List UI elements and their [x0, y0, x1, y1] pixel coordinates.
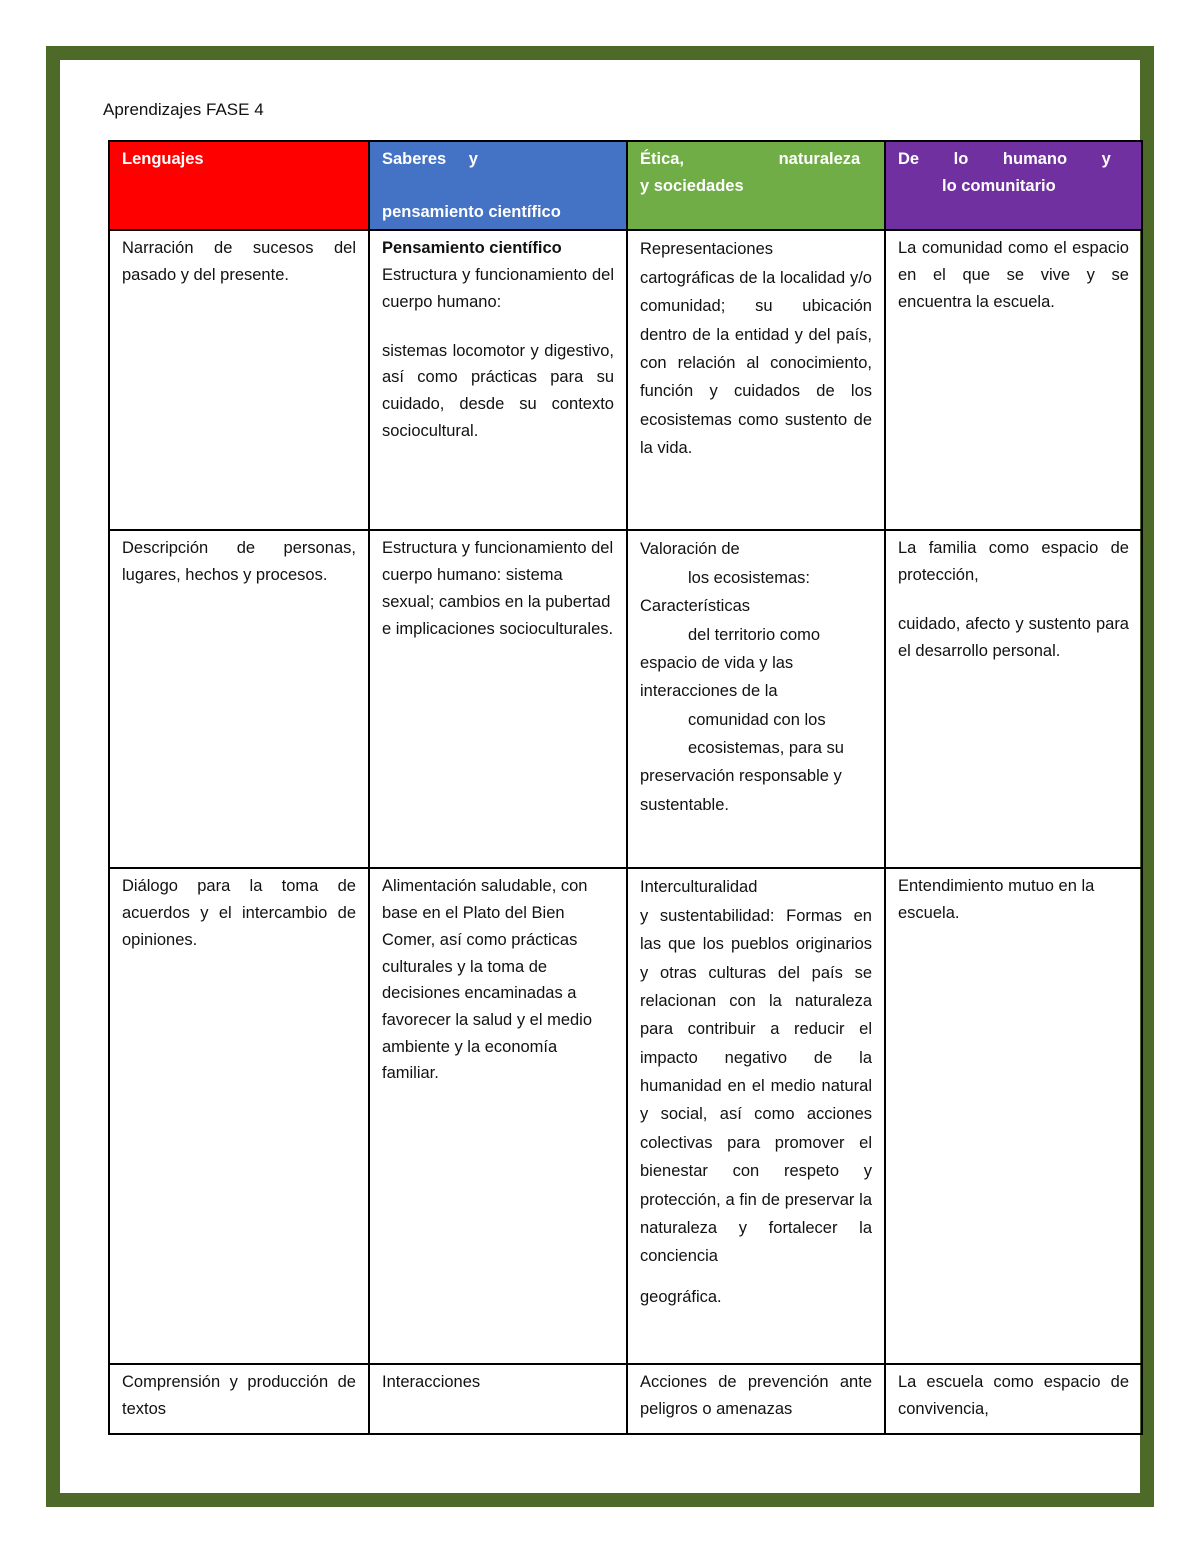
cell-saberes: Estructura y funcionamiento del cuerpo humano: sistema sexual; cambios en la pubertad e implicaciones socioculturales.: [369, 530, 627, 868]
cell-humano: La escuela como espacio de convivencia,: [885, 1364, 1142, 1434]
table-header-row: [109, 141, 1142, 230]
cell-saberes: [369, 230, 627, 530]
header-etica-line2: y sociedades: [640, 176, 744, 195]
cell-saberes-text2: sistemas locomotor y digestivo, así como prácticas para su cuidado, desde su contexto sociocultural.: [382, 341, 614, 440]
cell-etica-line2: los ecosistemas:: [688, 568, 810, 587]
cell-saberes-heading: Pensamiento científico: [382, 239, 562, 258]
cell-etica-line5: espacio de vida y las interacciones de la: [640, 653, 794, 701]
header-humano: [885, 141, 1142, 230]
cell-humano: [885, 530, 1142, 868]
cell-spacer: [898, 589, 1129, 611]
cell-spacer: [382, 316, 614, 338]
cell-saberes: Interacciones: [369, 1364, 627, 1434]
header-etica: [627, 141, 885, 230]
cell-etica: Acciones de prevención ante peligros o amenazas: [627, 1364, 885, 1434]
cell-saberes: Alimentación saludable, con base en el Plato del Bien Comer, así como prácticas culturales y la toma de decisiones encaminadas a favorecer la salud y el medio ambiente y la economía familiar.: [369, 868, 627, 1364]
cell-etica-line1: Interculturalidad: [640, 878, 758, 897]
cell-etica-line1: Valoración de: [640, 540, 740, 559]
header-saberes-line1: Saberes y: [382, 150, 478, 168]
header-humano-line2: lo comunitario: [942, 176, 1056, 195]
cell-etica: Representaciones cartográficas de la localidad y/o comunidad; su ubicación dentro de la entidad y del país, con relación al conocimiento, función y cuidados de los ecosistemas como sustento de la vida.: [627, 230, 885, 530]
cell-etica-line3: Características: [640, 597, 751, 616]
table-row: [109, 230, 1142, 530]
cell-etica-line6: comunidad con los ecosistemas, para su: [688, 710, 844, 758]
cell-lenguajes: Descripción de personas, lugares, hechos y procesos.: [109, 530, 369, 868]
table-row: [109, 530, 1142, 868]
cell-humano-line2: cuidado, afecto y sustento para el desarrollo personal.: [898, 614, 1129, 660]
cell-humano-line1: La familia como espacio de protección,: [898, 539, 1129, 585]
header-saberes: [369, 141, 627, 230]
cell-saberes-text1: Estructura y funcionamiento del cuerpo humano:: [382, 266, 614, 311]
cell-etica: [627, 530, 885, 868]
header-etica-line1: Ética, naturaleza: [640, 150, 861, 168]
header-lenguajes: [109, 141, 369, 230]
header-lenguajes-label: Lenguajes: [122, 150, 204, 168]
cell-etica-line2: y sustentabilidad: Formas en las que los pueblos originarios y otras culturas del país se relacionan con la naturaleza para contribuir a reducir el impacto negativo de la humanidad en el medio natural y social, así como acciones colectivas para promover el bienestar con respeto y protección, a fin de preservar la naturaleza y fortalecer la conciencia: [640, 906, 872, 1266]
cell-humano: La comunidad como el espacio en el que se vive y se encuentra la escuela.: [885, 230, 1142, 530]
cell-humano: Entendimiento mutuo en la escuela.: [885, 868, 1142, 1364]
header-humano-line1: De lo humano y: [898, 150, 1111, 168]
header-spacer: [382, 173, 614, 199]
cell-etica-line7: preservación responsable y sustentable.: [640, 767, 842, 814]
cell-lenguajes: Diálogo para la toma de acuerdos y el intercambio de opiniones.: [109, 868, 369, 1364]
learning-table: [108, 140, 1143, 1435]
document-title: Aprendizajes FASE 4: [103, 100, 264, 119]
cell-lenguajes: Comprensión y producción de textos: [109, 1364, 369, 1434]
cell-etica-line3: geográfica.: [640, 1287, 722, 1306]
header-saberes-line2: pensamiento científico: [382, 202, 561, 221]
cell-lenguajes: Narración de sucesos del pasado y del presente.: [109, 230, 369, 530]
cell-etica: [627, 868, 885, 1364]
table-row: [109, 868, 1142, 1364]
table-row: [109, 1364, 1142, 1434]
cell-etica-line4: del territorio como: [688, 625, 821, 644]
